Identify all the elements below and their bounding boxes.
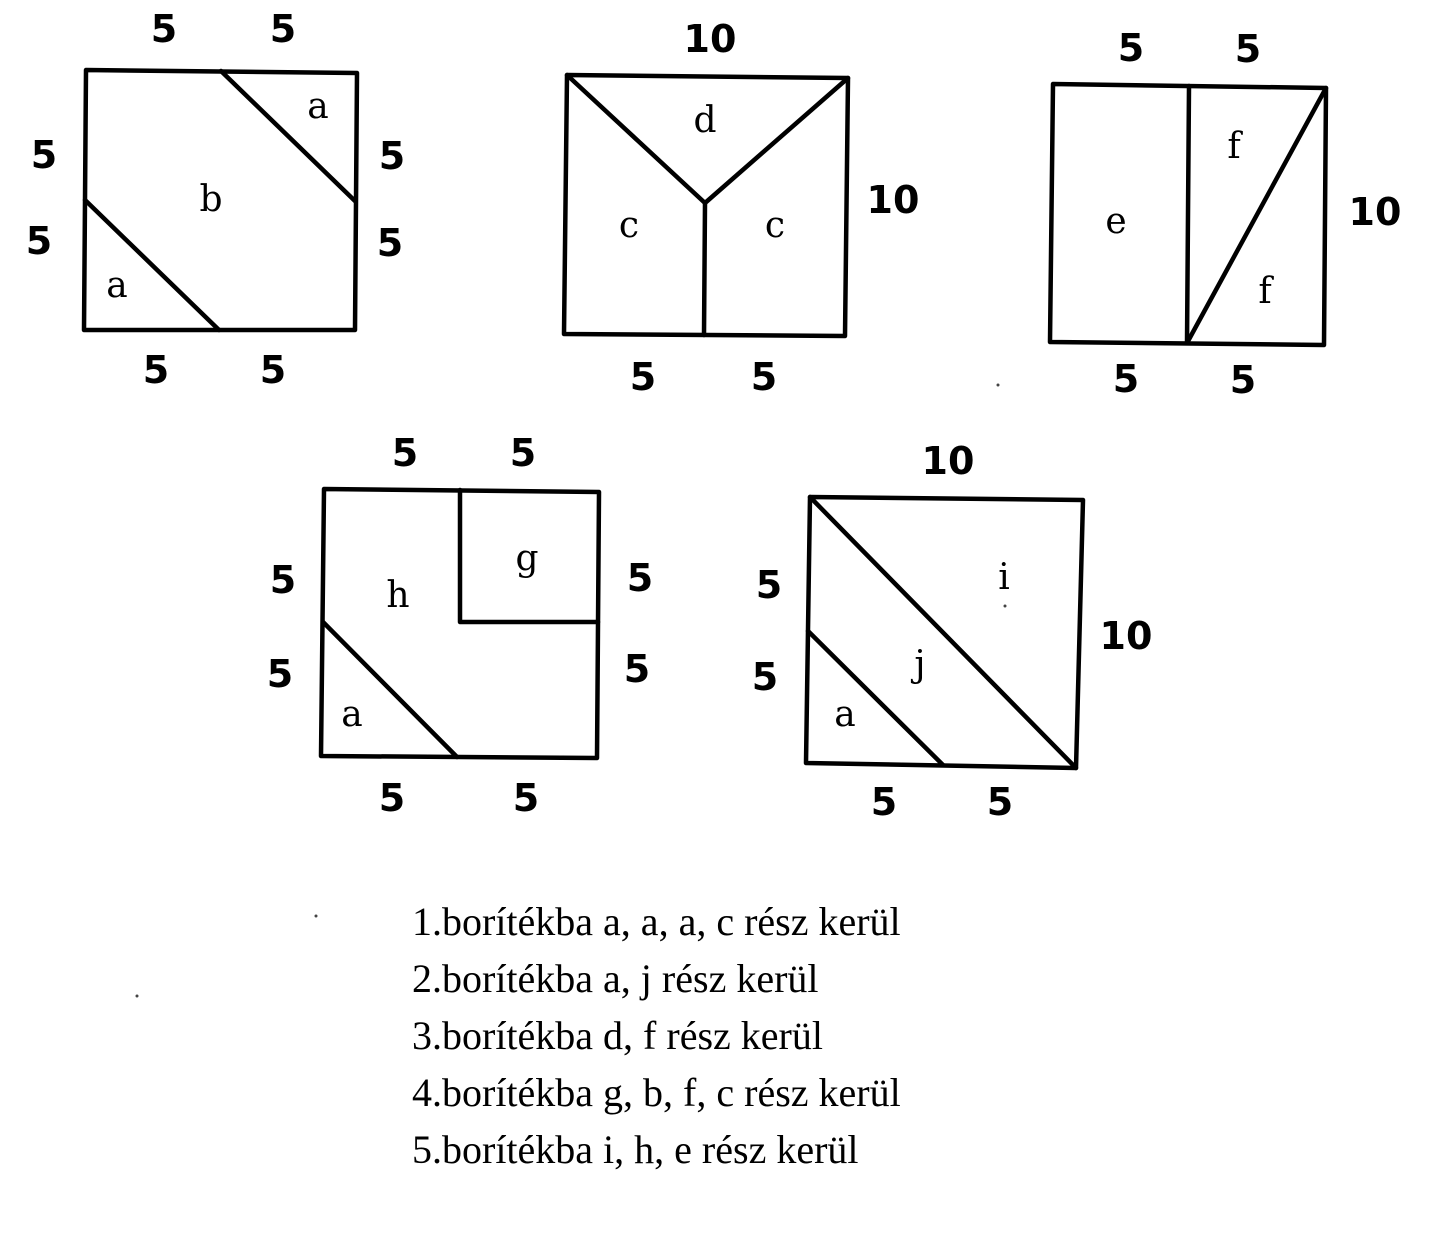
envelope-line: 4.borítékba g, b, f, c rész kerül [412,1070,901,1115]
fig4-piece-label: h [386,575,410,616]
fig3-piece-label: e [1105,201,1127,242]
fig1-piece-label: a [307,86,329,127]
envelope-list [412,893,901,1178]
envelope-line: 5.borítékba i, h, e rész kerül [412,1127,859,1172]
fig1-bottom-dim-2: 5 [259,348,287,392]
fig1-top-dim-1: 5 [150,7,178,51]
envelope-line: 2.borítékba a, j rész kerül [412,956,819,1001]
fig4-right-dim-1: 5 [626,556,654,600]
figure-5 [752,439,1153,824]
fig3-right-dim: 10 [1348,190,1402,234]
fig1-piece-label: b [199,179,223,220]
fig3-bottom-dim-1: 5 [1112,357,1140,401]
fig2-bottom-dim-1: 5 [629,355,657,399]
fig5-piece-label: a [834,694,856,735]
fig2-top-dim: 10 [683,17,737,61]
scan-speck [997,384,1000,387]
scan-speck [315,915,318,918]
figure-2 [564,17,919,399]
fig4-piece-label: a [341,694,363,735]
fig4-piece-label: g [515,538,539,579]
fig4-top-dim-1: 5 [391,431,419,475]
fig4-bottom-dim-1: 5 [378,776,406,820]
fig1-top-dim-2: 5 [269,7,297,51]
fig2-piece-label: c [618,205,640,246]
fig5-piece-label: j [914,644,926,685]
fig2-piece-label: c [764,205,786,246]
fig4-top-dim-2: 5 [509,431,537,475]
fig2-piece-label: d [693,100,717,141]
fig3-piece-label: f [1227,126,1241,167]
fig5-bottom-dim-2: 5 [986,780,1014,824]
figure-4 [267,431,653,820]
scan-speck [136,995,139,998]
fig5-right-dim: 10 [1099,614,1153,658]
fig5-top-dim: 10 [921,439,975,483]
fig1-right-dim-2: 5 [376,221,404,265]
fig1-piece-label: a [106,265,128,306]
fig3-top-dim-1: 5 [1117,26,1145,70]
fig3-piece-label: f [1258,271,1272,312]
fig1-right-dim-1: 5 [378,134,406,178]
fig1-left-dim-2: 5 [25,219,53,263]
fig4-right-dim-2: 5 [623,647,651,691]
fig4-left-dim-1: 5 [269,558,297,602]
envelope-line: 3.borítékba d, f rész kerül [412,1013,823,1058]
fig1-bottom-dim-1: 5 [142,348,170,392]
fig5-left-dim-1: 5 [755,563,783,607]
fig4-bottom-dim-2: 5 [512,776,540,820]
fig5-bottom-dim-1: 5 [870,780,898,824]
fig2-bottom-dim-2: 5 [750,355,778,399]
fig4-left-dim-2: 5 [266,652,294,696]
scan-speck [1004,605,1007,608]
fig3-top-dim-2: 5 [1234,27,1262,71]
fig5-piece-label: i [998,557,1010,598]
fig1-left-dim-1: 5 [30,133,58,177]
fig2-right-dim: 10 [866,178,920,222]
fig5-left-dim-2: 5 [751,655,779,699]
figure-3 [1050,26,1401,402]
envelope-line: 1.borítékba a, a, a, c rész kerül [412,899,901,944]
fig3-bottom-dim-2: 5 [1229,358,1257,402]
figure-1 [26,7,405,392]
